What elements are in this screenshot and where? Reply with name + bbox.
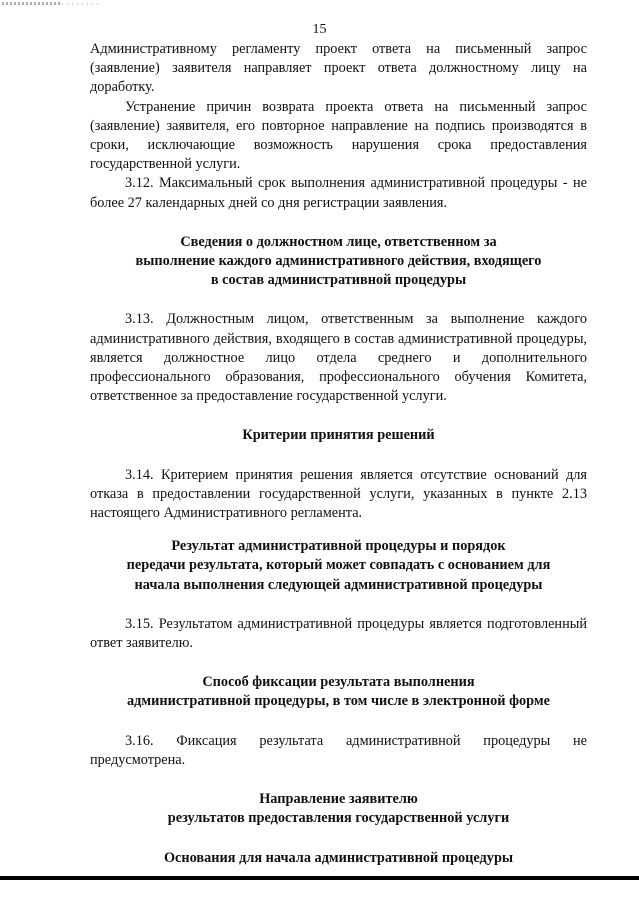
scan-artifact: [62, 3, 102, 5]
document-body: [90, 40, 587, 868]
paragraph-3-15: 3.15. Результатом административной процедуры является подготовленный ответ заявителю.: [90, 615, 587, 652]
paragraph-return-reasons: Устранение причин возврата проекта ответа на письменный запрос (заявление) заявителя, его повторное направление на подпись производятся в сроки, исключающие возможность нарушения срока предоставления государственной услуги.: [90, 98, 587, 173]
scan-bottom-border: [0, 876, 639, 880]
heading-line: Критерии принятия решений: [242, 427, 435, 444]
scan-artifact: [2, 2, 60, 5]
heading-line: передачи результата, который может совпадать с основанием для: [126, 557, 551, 574]
heading-line: в состав административной процедуры: [210, 272, 467, 289]
section-heading-decision-criteria: [90, 426, 587, 445]
heading-line: Способ фиксации результата выполнения: [202, 674, 475, 691]
section-heading-send-results: [90, 790, 587, 828]
heading-line: Основания для начала административной процедуры: [163, 849, 514, 866]
paragraph-continuation: Административному регламенту проект ответа на письменный запрос (заявление) заявителя направляет проект ответа должностному лицу на доработку.: [90, 41, 587, 96]
section-heading-procedure-grounds: [90, 849, 587, 868]
section-heading-responsible-official: [90, 233, 587, 291]
heading-line: административной процедуры, в том числе в электронной форме: [127, 693, 550, 710]
paragraph-3-13: 3.13. Должностным лицом, ответственным за выполнение каждого административного действия, входящего в состав административной процедуры, является должностное лицо отдела среднего и дополнительного профессионального образования, профессионального обучения Комитета, ответственное за предоставление государственной услуги.: [90, 311, 587, 405]
paragraph-3-16: 3.16. Фиксация результата административной процедуры не предусмотрена.: [90, 732, 587, 768]
page-number: 15: [312, 22, 327, 37]
heading-line: Направление заявителю: [259, 791, 418, 808]
heading-line: результатов предоставления государственной услуги: [167, 810, 510, 827]
section-heading-result-recording: [90, 673, 587, 711]
heading-line: выполнение каждого административного действия, входящего: [135, 253, 542, 270]
heading-line: начала выполнения следующей административной процедуры: [134, 576, 543, 593]
paragraph-3-14: 3.14. Критерием принятия решения является отсутствие оснований для отказа в предоставлении государственной услуги, указанных в пункте 2.13 настоящего Административного регламента.: [90, 466, 587, 522]
heading-line: Сведения о должностном лице, ответственном за: [180, 233, 497, 250]
section-heading-procedure-result: [90, 537, 587, 595]
heading-line: Результат административной процедуры и порядок: [171, 538, 506, 555]
paragraph-3-12: 3.12. Максимальный срок выполнения административной процедуры - не более 27 календарных дней со дня регистрации заявления.: [90, 175, 587, 211]
